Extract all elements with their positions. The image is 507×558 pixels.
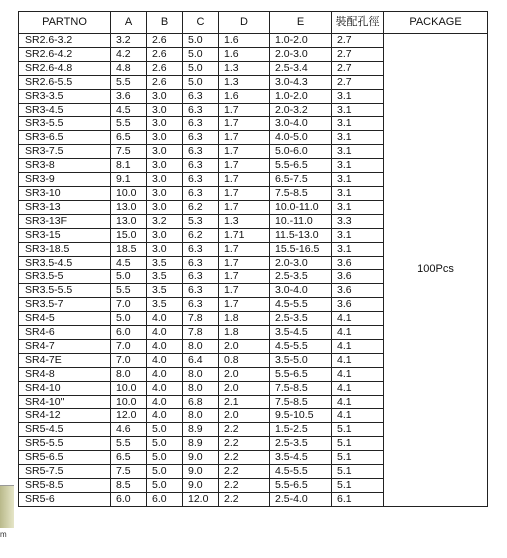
cell-a: 13.0 xyxy=(111,214,147,228)
cell-hole-diameter: 3.1 xyxy=(332,228,384,242)
cell-e: 3.5-4.5 xyxy=(270,326,332,340)
cell-d: 2.2 xyxy=(219,479,270,493)
header-e: E xyxy=(270,12,332,34)
cell-b: 2.6 xyxy=(147,47,183,61)
cell-b: 3.0 xyxy=(147,186,183,200)
cell-d: 1.7 xyxy=(219,298,270,312)
cell-a: 12.0 xyxy=(111,409,147,423)
cell-d: 1.3 xyxy=(219,214,270,228)
cell-hole-diameter: 4.1 xyxy=(332,353,384,367)
cell-c: 6.3 xyxy=(183,145,219,159)
table-row xyxy=(19,34,488,48)
cell-a: 4.6 xyxy=(111,423,147,437)
cell-b: 4.0 xyxy=(147,339,183,353)
cell-partno: SR4-5 xyxy=(19,312,111,326)
cell-e: 3.5-4.5 xyxy=(270,451,332,465)
cell-hole-diameter: 3.6 xyxy=(332,298,384,312)
cell-a: 4.2 xyxy=(111,47,147,61)
table-body xyxy=(19,34,488,507)
cell-hole-diameter: 2.7 xyxy=(332,75,384,89)
cell-a: 8.5 xyxy=(111,479,147,493)
cell-hole-diameter: 3.6 xyxy=(332,270,384,284)
cell-b: 2.6 xyxy=(147,34,183,48)
cell-e: 5.5-6.5 xyxy=(270,159,332,173)
cell-c: 6.3 xyxy=(183,186,219,200)
cell-hole-diameter: 3.1 xyxy=(332,186,384,200)
cell-hole-diameter: 3.1 xyxy=(332,103,384,117)
cell-e: 11.5-13.0 xyxy=(270,228,332,242)
cell-e: 5.5-6.5 xyxy=(270,479,332,493)
cell-partno: SR3-9 xyxy=(19,173,111,187)
cell-b: 3.0 xyxy=(147,228,183,242)
cell-partno: SR4-7E xyxy=(19,353,111,367)
cell-e: 10.0-11.0 xyxy=(270,200,332,214)
cell-partno: SR5-4.5 xyxy=(19,423,111,437)
cell-e: 1.0-2.0 xyxy=(270,34,332,48)
header-d: D xyxy=(219,12,270,34)
cell-hole-diameter: 5.1 xyxy=(332,479,384,493)
cell-b: 3.5 xyxy=(147,256,183,270)
cell-d: 1.71 xyxy=(219,228,270,242)
cell-hole-diameter: 3.1 xyxy=(332,173,384,187)
cell-a: 4.5 xyxy=(111,103,147,117)
cell-c: 6.3 xyxy=(183,284,219,298)
cell-partno: SR3.5-4.5 xyxy=(19,256,111,270)
cell-a: 3.6 xyxy=(111,89,147,103)
cell-e: 1.0-2.0 xyxy=(270,89,332,103)
cell-d: 1.7 xyxy=(219,173,270,187)
cell-b: 3.0 xyxy=(147,145,183,159)
cell-c: 5.0 xyxy=(183,61,219,75)
cell-e: 7.5-8.5 xyxy=(270,186,332,200)
cell-d: 2.0 xyxy=(219,381,270,395)
cell-c: 8.0 xyxy=(183,409,219,423)
cell-c: 8.0 xyxy=(183,339,219,353)
cell-b: 4.0 xyxy=(147,367,183,381)
cell-d: 2.1 xyxy=(219,395,270,409)
cell-a: 9.1 xyxy=(111,173,147,187)
cell-e: 4.5-5.5 xyxy=(270,465,332,479)
cell-c: 6.3 xyxy=(183,242,219,256)
cell-a: 13.0 xyxy=(111,200,147,214)
cell-d: 2.2 xyxy=(219,451,270,465)
cell-hole-diameter: 3.6 xyxy=(332,284,384,298)
spec-table xyxy=(18,11,488,507)
cell-hole-diameter: 4.1 xyxy=(332,367,384,381)
cell-b: 5.0 xyxy=(147,479,183,493)
cell-a: 7.0 xyxy=(111,298,147,312)
cell-hole-diameter: 5.1 xyxy=(332,423,384,437)
cell-hole-diameter: 4.1 xyxy=(332,409,384,423)
cell-d: 1.7 xyxy=(219,270,270,284)
cell-a: 5.5 xyxy=(111,75,147,89)
cell-a: 8.1 xyxy=(111,159,147,173)
cell-hole-diameter: 3.1 xyxy=(332,89,384,103)
cell-hole-diameter: 4.1 xyxy=(332,312,384,326)
cell-b: 4.0 xyxy=(147,312,183,326)
cell-partno: SR3-7.5 xyxy=(19,145,111,159)
cell-partno: SR3-5.5 xyxy=(19,117,111,131)
cell-b: 5.0 xyxy=(147,423,183,437)
cell-d: 1.7 xyxy=(219,103,270,117)
cell-d: 2.0 xyxy=(219,339,270,353)
cell-e: 3.0-4.3 xyxy=(270,75,332,89)
cell-c: 7.8 xyxy=(183,326,219,340)
cell-hole-diameter: 3.6 xyxy=(332,256,384,270)
cell-hole-diameter: 3.1 xyxy=(332,131,384,145)
product-photo-fragment xyxy=(0,485,14,528)
cell-partno: SR3.5-5.5 xyxy=(19,284,111,298)
cell-c: 5.0 xyxy=(183,47,219,61)
cell-a: 5.5 xyxy=(111,437,147,451)
cell-partno: SR5-8.5 xyxy=(19,479,111,493)
cell-b: 4.0 xyxy=(147,326,183,340)
cell-a: 6.0 xyxy=(111,492,147,506)
cell-c: 8.0 xyxy=(183,381,219,395)
cell-e: 9.5-10.5 xyxy=(270,409,332,423)
cell-c: 6.3 xyxy=(183,270,219,284)
cell-e: 3.0-4.0 xyxy=(270,117,332,131)
cell-c: 6.3 xyxy=(183,103,219,117)
spec-sheet xyxy=(18,11,488,507)
cell-c: 6.3 xyxy=(183,256,219,270)
cell-partno: SR5-6.5 xyxy=(19,451,111,465)
cell-partno: SR4-10" xyxy=(19,395,111,409)
header-hole-diameter: 裝配孔徑 xyxy=(332,12,384,34)
cell-d: 2.2 xyxy=(219,437,270,451)
cell-partno: SR3-18.5 xyxy=(19,242,111,256)
cell-hole-diameter: 4.1 xyxy=(332,326,384,340)
cell-c: 6.4 xyxy=(183,353,219,367)
cell-a: 7.5 xyxy=(111,465,147,479)
cell-a: 5.5 xyxy=(111,284,147,298)
cell-a: 7.5 xyxy=(111,145,147,159)
cell-d: 1.6 xyxy=(219,89,270,103)
cell-partno: SR2.6-4.2 xyxy=(19,47,111,61)
cell-d: 1.7 xyxy=(219,145,270,159)
cell-d: 2.0 xyxy=(219,367,270,381)
cell-d: 1.7 xyxy=(219,159,270,173)
cell-a: 5.0 xyxy=(111,270,147,284)
cell-hole-diameter: 3.1 xyxy=(332,242,384,256)
cell-e: 2.5-3.5 xyxy=(270,437,332,451)
cell-hole-diameter: 4.1 xyxy=(332,339,384,353)
cell-partno: SR2.6-5.5 xyxy=(19,75,111,89)
cell-c: 9.0 xyxy=(183,465,219,479)
cell-hole-diameter: 5.1 xyxy=(332,451,384,465)
cell-c: 6.3 xyxy=(183,298,219,312)
cell-hole-diameter: 5.1 xyxy=(332,437,384,451)
cell-a: 10.0 xyxy=(111,395,147,409)
cell-e: 4.5-5.5 xyxy=(270,298,332,312)
cell-partno: SR4-7 xyxy=(19,339,111,353)
photo-caption: m xyxy=(0,530,7,539)
header-partno: PARTNO xyxy=(19,12,111,34)
cell-b: 3.0 xyxy=(147,173,183,187)
cell-partno: SR4-10 xyxy=(19,381,111,395)
cell-c: 6.3 xyxy=(183,173,219,187)
cell-c: 5.0 xyxy=(183,34,219,48)
cell-hole-diameter: 2.7 xyxy=(332,34,384,48)
cell-b: 3.0 xyxy=(147,200,183,214)
cell-a: 3.2 xyxy=(111,34,147,48)
cell-a: 8.0 xyxy=(111,367,147,381)
cell-d: 1.7 xyxy=(219,200,270,214)
cell-partno: SR3-6.5 xyxy=(19,131,111,145)
cell-b: 4.0 xyxy=(147,409,183,423)
cell-hole-diameter: 2.7 xyxy=(332,61,384,75)
cell-b: 6.0 xyxy=(147,492,183,506)
cell-hole-diameter: 4.1 xyxy=(332,395,384,409)
cell-e: 2.0-3.2 xyxy=(270,103,332,117)
cell-partno: SR2.6-3.2 xyxy=(19,34,111,48)
cell-d: 1.7 xyxy=(219,256,270,270)
cell-hole-diameter: 3.1 xyxy=(332,159,384,173)
header-package: PACKAGE xyxy=(384,12,488,34)
cell-e: 5.5-6.5 xyxy=(270,367,332,381)
cell-partno: SR3-13F xyxy=(19,214,111,228)
cell-hole-diameter: 2.7 xyxy=(332,47,384,61)
cell-a: 6.5 xyxy=(111,131,147,145)
cell-c: 6.2 xyxy=(183,200,219,214)
cell-hole-diameter: 6.1 xyxy=(332,492,384,506)
cell-c: 7.8 xyxy=(183,312,219,326)
cell-partno: SR5-6 xyxy=(19,492,111,506)
cell-partno: SR4-12 xyxy=(19,409,111,423)
cell-c: 12.0 xyxy=(183,492,219,506)
cell-d: 1.7 xyxy=(219,117,270,131)
cell-e: 6.5-7.5 xyxy=(270,173,332,187)
cell-partno: SR4-8 xyxy=(19,367,111,381)
cell-e: 7.5-8.5 xyxy=(270,395,332,409)
cell-d: 1.7 xyxy=(219,284,270,298)
cell-partno: SR3.5-7 xyxy=(19,298,111,312)
cell-e: 1.5-2.5 xyxy=(270,423,332,437)
cell-partno: SR5-7.5 xyxy=(19,465,111,479)
cell-partno: SR3-15 xyxy=(19,228,111,242)
cell-a: 10.0 xyxy=(111,381,147,395)
cell-d: 2.0 xyxy=(219,409,270,423)
cell-e: 2.0-3.0 xyxy=(270,47,332,61)
cell-hole-diameter: 3.1 xyxy=(332,145,384,159)
cell-e: 2.0-3.0 xyxy=(270,256,332,270)
cell-b: 4.0 xyxy=(147,395,183,409)
cell-hole-diameter: 3.3 xyxy=(332,214,384,228)
cell-b: 5.0 xyxy=(147,451,183,465)
cell-e: 2.5-3.4 xyxy=(270,61,332,75)
cell-b: 4.0 xyxy=(147,353,183,367)
cell-partno: SR2.6-4.8 xyxy=(19,61,111,75)
cell-d: 2.2 xyxy=(219,423,270,437)
cell-a: 10.0 xyxy=(111,186,147,200)
cell-c: 6.2 xyxy=(183,228,219,242)
cell-partno: SR4-6 xyxy=(19,326,111,340)
cell-partno: SR3-8 xyxy=(19,159,111,173)
cell-e: 4.5-5.5 xyxy=(270,339,332,353)
cell-a: 4.5 xyxy=(111,256,147,270)
cell-hole-diameter: 3.1 xyxy=(332,117,384,131)
cell-e: 4.0-5.0 xyxy=(270,131,332,145)
cell-b: 5.0 xyxy=(147,465,183,479)
cell-partno: SR3-13 xyxy=(19,200,111,214)
cell-c: 5.3 xyxy=(183,214,219,228)
header-b: B xyxy=(147,12,183,34)
cell-b: 5.0 xyxy=(147,437,183,451)
cell-d: 1.6 xyxy=(219,34,270,48)
cell-b: 3.0 xyxy=(147,117,183,131)
cell-partno: SR3-10 xyxy=(19,186,111,200)
cell-c: 5.0 xyxy=(183,75,219,89)
cell-partno: SR3-4.5 xyxy=(19,103,111,117)
cell-c: 9.0 xyxy=(183,479,219,493)
cell-a: 6.5 xyxy=(111,451,147,465)
cell-a: 5.5 xyxy=(111,117,147,131)
cell-d: 1.8 xyxy=(219,312,270,326)
cell-b: 3.5 xyxy=(147,298,183,312)
cell-a: 6.0 xyxy=(111,326,147,340)
cell-a: 4.8 xyxy=(111,61,147,75)
cell-c: 6.3 xyxy=(183,89,219,103)
cell-b: 3.0 xyxy=(147,131,183,145)
cell-d: 1.6 xyxy=(219,47,270,61)
cell-hole-diameter: 5.1 xyxy=(332,465,384,479)
cell-b: 3.5 xyxy=(147,284,183,298)
package-cell: 100Pcs xyxy=(384,34,488,507)
cell-a: 15.0 xyxy=(111,228,147,242)
cell-c: 9.0 xyxy=(183,451,219,465)
cell-e: 10.-11.0 xyxy=(270,214,332,228)
cell-b: 3.2 xyxy=(147,214,183,228)
cell-b: 3.5 xyxy=(147,270,183,284)
header-a: A xyxy=(111,12,147,34)
cell-b: 2.6 xyxy=(147,61,183,75)
cell-d: 1.7 xyxy=(219,242,270,256)
cell-d: 1.3 xyxy=(219,75,270,89)
cell-c: 6.3 xyxy=(183,117,219,131)
cell-e: 2.5-3.5 xyxy=(270,270,332,284)
cell-hole-diameter: 4.1 xyxy=(332,381,384,395)
cell-c: 8.9 xyxy=(183,423,219,437)
cell-b: 3.0 xyxy=(147,242,183,256)
cell-b: 2.6 xyxy=(147,75,183,89)
cell-d: 1.8 xyxy=(219,326,270,340)
cell-c: 8.0 xyxy=(183,367,219,381)
cell-partno: SR3.5-5 xyxy=(19,270,111,284)
cell-c: 6.3 xyxy=(183,159,219,173)
cell-e: 7.5-8.5 xyxy=(270,381,332,395)
cell-e: 2.5-3.5 xyxy=(270,312,332,326)
cell-d: 1.7 xyxy=(219,186,270,200)
cell-c: 8.9 xyxy=(183,437,219,451)
cell-b: 3.0 xyxy=(147,103,183,117)
cell-e: 3.5-5.0 xyxy=(270,353,332,367)
cell-e: 2.5-4.0 xyxy=(270,492,332,506)
header-row xyxy=(19,12,488,34)
cell-d: 1.7 xyxy=(219,131,270,145)
cell-a: 7.0 xyxy=(111,353,147,367)
cell-partno: SR5-5.5 xyxy=(19,437,111,451)
cell-b: 3.0 xyxy=(147,159,183,173)
cell-a: 18.5 xyxy=(111,242,147,256)
cell-a: 5.0 xyxy=(111,312,147,326)
cell-d: 1.3 xyxy=(219,61,270,75)
cell-b: 4.0 xyxy=(147,381,183,395)
cell-partno: SR3-3.5 xyxy=(19,89,111,103)
header-c: C xyxy=(183,12,219,34)
cell-e: 15.5-16.5 xyxy=(270,242,332,256)
cell-a: 7.0 xyxy=(111,339,147,353)
cell-d: 2.2 xyxy=(219,492,270,506)
cell-e: 5.0-6.0 xyxy=(270,145,332,159)
cell-d: 2.2 xyxy=(219,465,270,479)
cell-b: 3.0 xyxy=(147,89,183,103)
cell-d: 0.8 xyxy=(219,353,270,367)
cell-c: 6.3 xyxy=(183,131,219,145)
cell-c: 6.8 xyxy=(183,395,219,409)
cell-e: 3.0-4.0 xyxy=(270,284,332,298)
cell-hole-diameter: 3.1 xyxy=(332,200,384,214)
